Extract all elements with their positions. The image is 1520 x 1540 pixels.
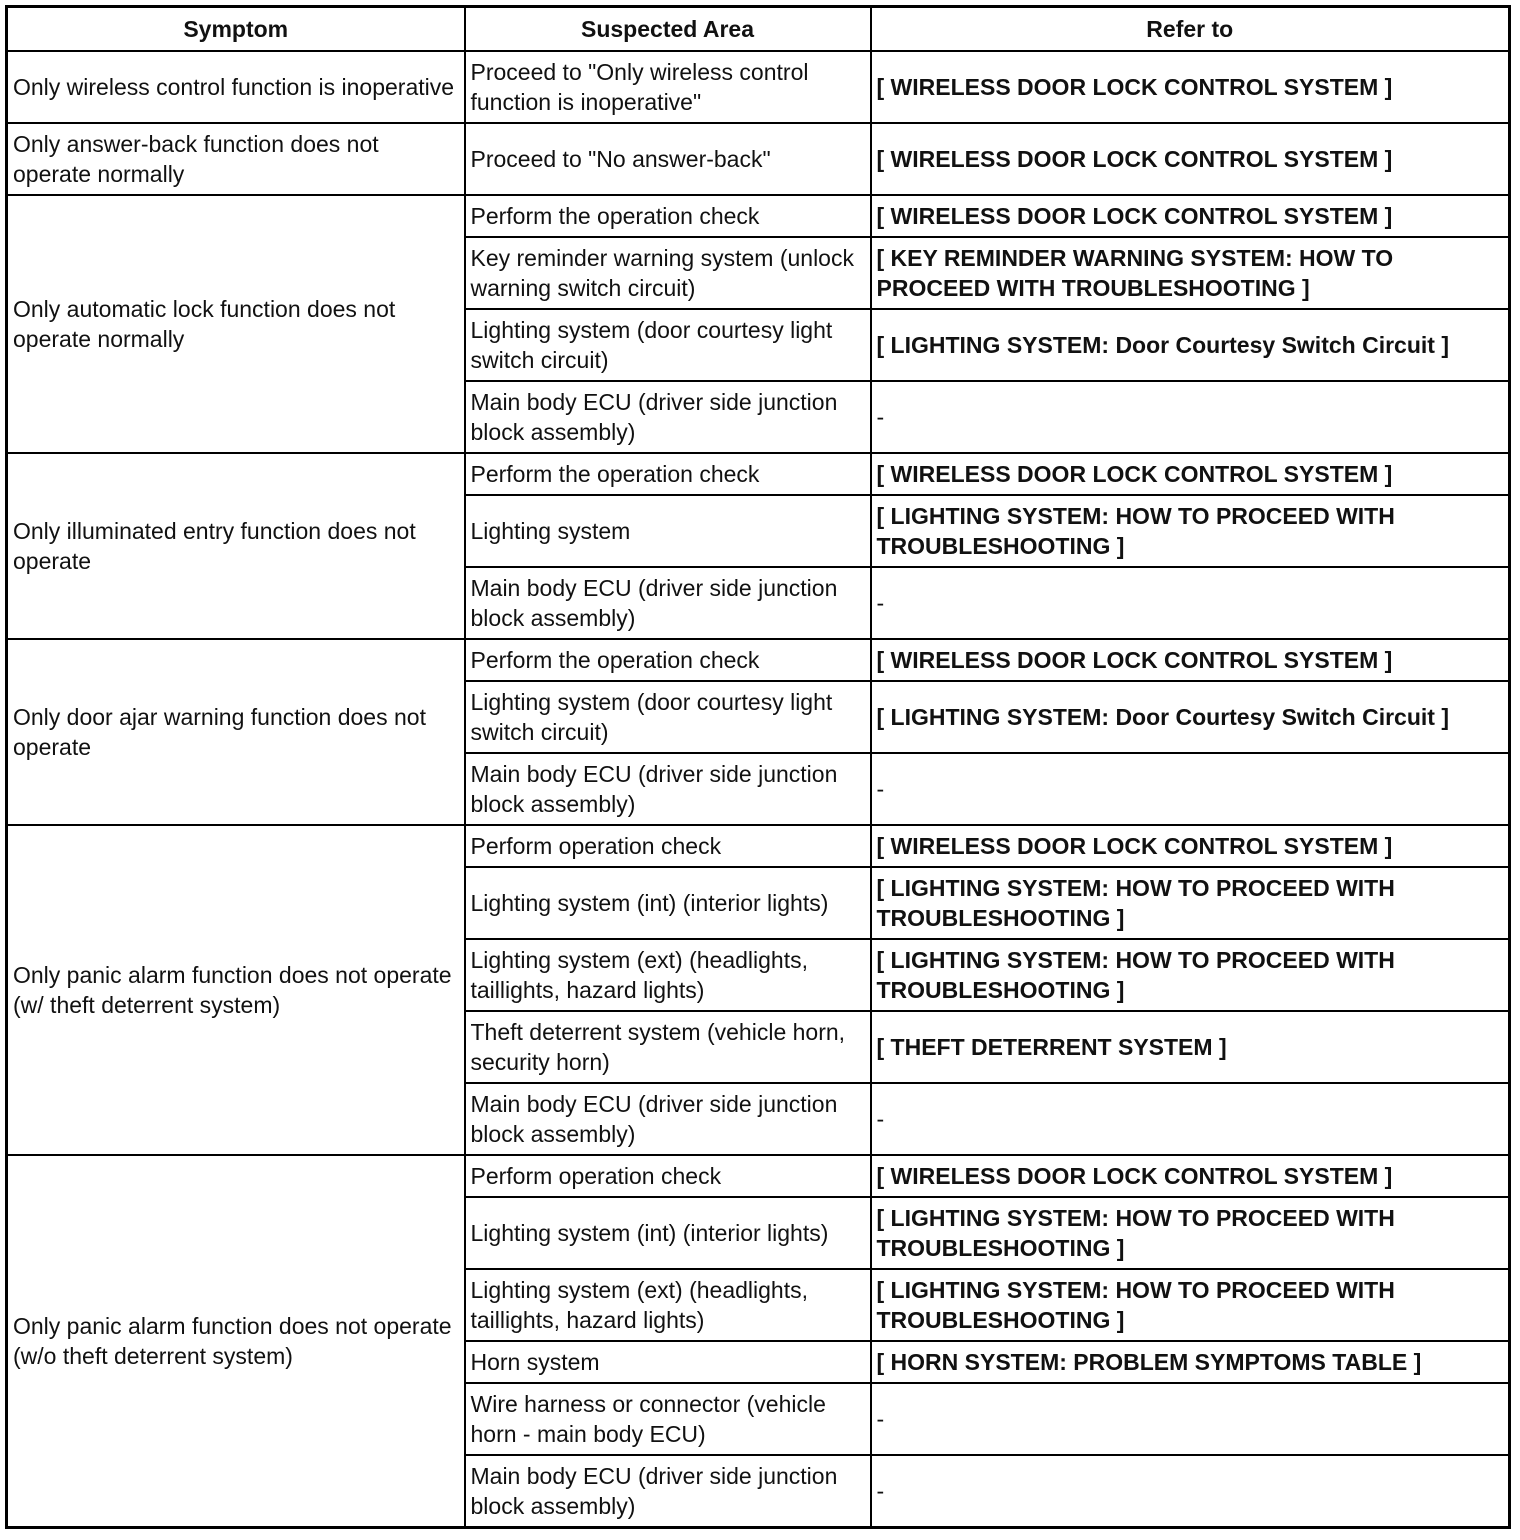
refer-to-link[interactable]: [ KEY REMINDER WARNING SYSTEM: HOW TO PROCEED WITH TROUBLESHOOTING ] xyxy=(871,237,1510,309)
suspected-area-cell: Proceed to "No answer-back" xyxy=(465,123,871,195)
suspected-area-cell: Main body ECU (driver side junction block assembly) xyxy=(465,567,871,639)
refer-to-link[interactable]: [ HORN SYSTEM: PROBLEM SYMPTOMS TABLE ] xyxy=(871,1341,1510,1383)
refer-to-link[interactable]: [ WIRELESS DOOR LOCK CONTROL SYSTEM ] xyxy=(871,51,1510,123)
symptom-cell: Only door ajar warning function does not operate xyxy=(7,639,465,825)
refer-to-cell: - xyxy=(871,1083,1510,1155)
symptom-cell: Only panic alarm function does not operate (w/o theft deterrent system) xyxy=(7,1155,465,1528)
suspected-area-cell: Lighting system (door courtesy light switch circuit) xyxy=(465,681,871,753)
suspected-area-cell: Lighting system xyxy=(465,495,871,567)
symptom-cell: Only illuminated entry function does not operate xyxy=(7,453,465,639)
table-row xyxy=(7,123,1510,195)
table-body xyxy=(7,51,1510,1528)
table-row xyxy=(7,825,1510,867)
refer-to-link[interactable]: [ WIRELESS DOOR LOCK CONTROL SYSTEM ] xyxy=(871,1155,1510,1197)
table-row xyxy=(7,453,1510,495)
refer-to-link[interactable]: [ WIRELESS DOOR LOCK CONTROL SYSTEM ] xyxy=(871,639,1510,681)
refer-to-link[interactable]: [ THEFT DETERRENT SYSTEM ] xyxy=(871,1011,1510,1083)
suspected-area-cell: Perform the operation check xyxy=(465,195,871,237)
symptom-cell: Only wireless control function is inoperative xyxy=(7,51,465,123)
suspected-area-cell: Perform the operation check xyxy=(465,639,871,681)
suspected-area-cell: Perform operation check xyxy=(465,825,871,867)
refer-to-cell: - xyxy=(871,567,1510,639)
refer-to-link[interactable]: [ LIGHTING SYSTEM: HOW TO PROCEED WITH TROUBLESHOOTING ] xyxy=(871,1269,1510,1341)
suspected-area-cell: Lighting system (door courtesy light switch circuit) xyxy=(465,309,871,381)
refer-to-cell: - xyxy=(871,1455,1510,1528)
header-suspected-area: Suspected Area xyxy=(465,7,871,52)
suspected-area-cell: Main body ECU (driver side junction block assembly) xyxy=(465,753,871,825)
suspected-area-cell: Wire harness or connector (vehicle horn - main body ECU) xyxy=(465,1383,871,1455)
table-row xyxy=(7,1155,1510,1197)
refer-to-link[interactable]: [ LIGHTING SYSTEM: HOW TO PROCEED WITH TROUBLESHOOTING ] xyxy=(871,495,1510,567)
symptom-cell: Only automatic lock function does not operate normally xyxy=(7,195,465,453)
refer-to-link[interactable]: [ WIRELESS DOOR LOCK CONTROL SYSTEM ] xyxy=(871,825,1510,867)
suspected-area-cell: Main body ECU (driver side junction block assembly) xyxy=(465,381,871,453)
refer-to-link[interactable]: [ LIGHTING SYSTEM: HOW TO PROCEED WITH TROUBLESHOOTING ] xyxy=(871,939,1510,1011)
header-row xyxy=(7,7,1510,52)
refer-to-link[interactable]: [ WIRELESS DOOR LOCK CONTROL SYSTEM ] xyxy=(871,453,1510,495)
table-row xyxy=(7,639,1510,681)
problem-symptoms-table xyxy=(5,5,1511,1529)
suspected-area-cell: Proceed to "Only wireless control function is inoperative" xyxy=(465,51,871,123)
suspected-area-cell: Lighting system (int) (interior lights) xyxy=(465,867,871,939)
table-row xyxy=(7,51,1510,123)
symptom-cell: Only panic alarm function does not operate (w/ theft deterrent system) xyxy=(7,825,465,1155)
suspected-area-cell: Key reminder warning system (unlock warning switch circuit) xyxy=(465,237,871,309)
symptom-cell: Only answer-back function does not operate normally xyxy=(7,123,465,195)
suspected-area-cell: Lighting system (ext) (headlights, taillights, hazard lights) xyxy=(465,939,871,1011)
refer-to-link[interactable]: [ LIGHTING SYSTEM: HOW TO PROCEED WITH TROUBLESHOOTING ] xyxy=(871,867,1510,939)
suspected-area-cell: Theft deterrent system (vehicle horn, security horn) xyxy=(465,1011,871,1083)
header-symptom: Symptom xyxy=(7,7,465,52)
suspected-area-cell: Horn system xyxy=(465,1341,871,1383)
header-refer-to: Refer to xyxy=(871,7,1510,52)
refer-to-link[interactable]: [ LIGHTING SYSTEM: Door Courtesy Switch Circuit ] xyxy=(871,309,1510,381)
refer-to-link[interactable]: [ WIRELESS DOOR LOCK CONTROL SYSTEM ] xyxy=(871,123,1510,195)
suspected-area-cell: Perform operation check xyxy=(465,1155,871,1197)
suspected-area-cell: Lighting system (ext) (headlights, taillights, hazard lights) xyxy=(465,1269,871,1341)
refer-to-cell: - xyxy=(871,381,1510,453)
suspected-area-cell: Perform the operation check xyxy=(465,453,871,495)
refer-to-cell: - xyxy=(871,1383,1510,1455)
suspected-area-cell: Main body ECU (driver side junction block assembly) xyxy=(465,1455,871,1528)
refer-to-cell: - xyxy=(871,753,1510,825)
table-row xyxy=(7,195,1510,237)
refer-to-link[interactable]: [ LIGHTING SYSTEM: Door Courtesy Switch Circuit ] xyxy=(871,681,1510,753)
refer-to-link[interactable]: [ WIRELESS DOOR LOCK CONTROL SYSTEM ] xyxy=(871,195,1510,237)
suspected-area-cell: Main body ECU (driver side junction block assembly) xyxy=(465,1083,871,1155)
suspected-area-cell: Lighting system (int) (interior lights) xyxy=(465,1197,871,1269)
refer-to-link[interactable]: [ LIGHTING SYSTEM: HOW TO PROCEED WITH TROUBLESHOOTING ] xyxy=(871,1197,1510,1269)
